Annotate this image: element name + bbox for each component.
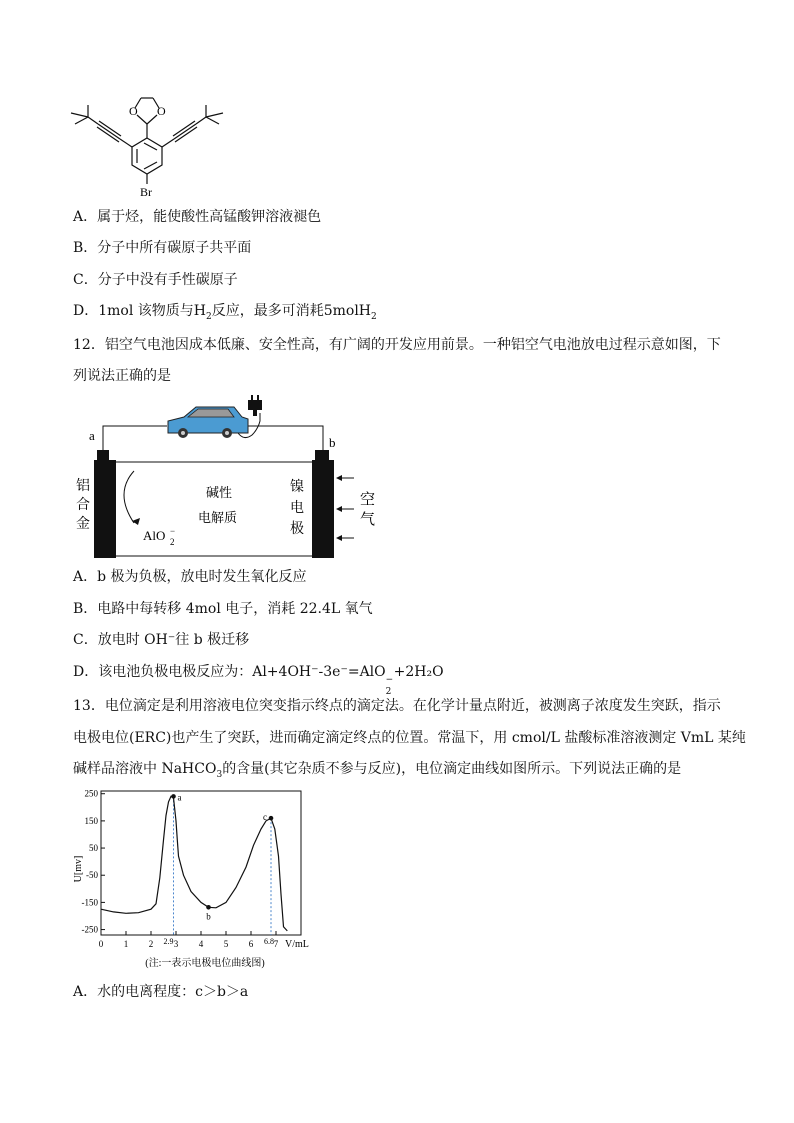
q12-stem-line2: 列说法正确的是: [73, 368, 171, 384]
y-axis-label: U[mv]: [73, 855, 84, 883]
q11-option-c: C．分子中没有手性碳原子: [73, 272, 238, 288]
plug-icon: [248, 395, 262, 416]
x-tick-label: 5: [223, 939, 229, 949]
svg-text:AlO: AlO: [143, 528, 166, 543]
q13-stem-line1: 13．电位滴定是利用溶液电位突变指示终点的滴定法。在化学计量点附近，被测离子浓度发生突跃，指示: [73, 698, 721, 714]
q12-option-c: C．放电时 OH⁻往 b 极迁移: [73, 632, 250, 648]
svg-text:碱性: 碱性: [206, 485, 233, 500]
q11-structure-diagram: [65, 93, 235, 203]
q13-stem-line2: 电极电位(ERC)也产生了突跃，进而确定滴定终点的位置。常温下，用 cmol/L 盐酸标准溶液测定 VmL 某纯: [73, 730, 746, 746]
x-tick-label-extra: 2.9: [163, 937, 174, 946]
q12-option-b: B．电路中每转移 4mol 电子，消耗 22.4L 氧气: [73, 601, 373, 617]
q12-option-a: A．b 极为负极，放电时发生氧化反应: [73, 569, 307, 585]
svg-text:金: 金: [76, 517, 90, 532]
point-label-b: b: [206, 911, 211, 922]
x-tick-label: 3: [173, 939, 179, 949]
svg-text:空: 空: [360, 492, 376, 508]
svg-text:−: −: [170, 526, 176, 536]
svg-text:极: 极: [290, 522, 304, 537]
x-axis-label: V/mL: [285, 939, 309, 950]
potential-curve: [101, 796, 287, 931]
x-tick-label: 4: [198, 939, 204, 949]
svg-text:合: 合: [76, 498, 90, 513]
point-b: [206, 905, 211, 910]
q11-option-a: A．属于烃，能使酸性高锰酸钾溶液褪色: [73, 209, 322, 225]
point-c: [269, 816, 274, 821]
svg-text:电: 电: [290, 501, 304, 516]
br-label: Br: [140, 185, 152, 199]
svg-text:2: 2: [170, 537, 175, 547]
y-tick-label: 50: [89, 843, 98, 854]
point-a: [171, 794, 176, 799]
q13-stem-line3: 碱样品溶液中 NaHCO$_3$的含量(其它杂质不参与反应)，电位滴定曲线如图所示。下列说法正确的是: [73, 761, 682, 780]
x-tick-label: 2: [148, 939, 154, 949]
y-tick-label: 250: [84, 788, 98, 799]
y-tick-label: -50: [86, 870, 98, 881]
y-tick-label: -250: [81, 924, 98, 935]
svg-text:O: O: [157, 104, 166, 118]
svg-text:电解质: 电解质: [198, 510, 238, 525]
x-tick-label: 1: [123, 939, 129, 949]
svg-text:a: a: [89, 428, 95, 443]
svg-text:O: O: [129, 104, 138, 118]
chart-caption: (注:一表示电极电位曲线图): [145, 958, 265, 969]
q13-option-a: A．水的电离程度：c＞b＞a: [73, 984, 249, 1000]
svg-text:b: b: [329, 435, 336, 450]
y-tick-label: -150: [81, 897, 98, 908]
q12-battery-diagram: [70, 395, 390, 565]
car-icon: [168, 407, 248, 438]
svg-text:镍: 镍: [290, 480, 304, 495]
x-tick-label: 6: [248, 939, 254, 949]
y-tick-label: 150: [84, 815, 98, 826]
point-label-c: c: [263, 812, 267, 823]
x-tick-label-extra: 6.8: [264, 937, 274, 946]
q12-stem-line1: 12．铝空气电池因成本低廉、安全性高，有广阔的开发应用前景。一种铝空气电池放电过程示意如图，下: [73, 337, 721, 353]
x-tick-label: 7: [273, 939, 279, 949]
svg-text:铝: 铝: [76, 479, 90, 494]
titration-chart: [65, 785, 325, 970]
q11-option-d: D．1mol 该物质与$H_2$反应，最多可消耗5molH$_2$: [73, 303, 377, 322]
q12-option-d: D．该电池负极电极反应为：Al+4OH⁻-3e⁻=AlO − 2 +2H₂O: [73, 664, 444, 697]
q11-option-b: B．分子中所有碳原子共平面: [73, 240, 252, 256]
svg-text:气: 气: [360, 512, 376, 528]
x-tick-label: 0: [98, 939, 104, 949]
point-label-a: a: [177, 792, 182, 803]
